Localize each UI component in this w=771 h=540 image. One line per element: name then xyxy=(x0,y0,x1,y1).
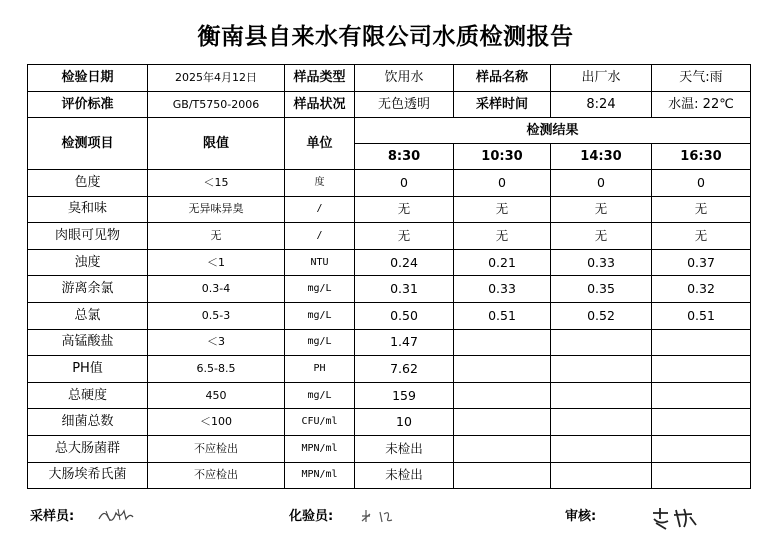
header-time-2: 10:30 xyxy=(454,144,551,170)
table-row xyxy=(28,382,751,409)
header-item: 检测项目 xyxy=(28,118,148,170)
report-title: 衡南县自来水有限公司水质检测报告 xyxy=(197,24,574,50)
table-row xyxy=(28,356,751,383)
result-cell xyxy=(454,462,551,489)
table-row xyxy=(28,276,751,303)
name-label: 样品名称 xyxy=(454,65,551,92)
item-cell: 高锰酸盐 xyxy=(28,329,148,356)
unit-cell: MPN/ml xyxy=(285,435,355,462)
header-time-1: 8:30 xyxy=(355,144,454,170)
result-cell: 0.50 xyxy=(355,302,454,329)
result-cell xyxy=(454,409,551,436)
table-row xyxy=(28,302,751,329)
unit-cell: 度 xyxy=(285,170,355,197)
result-cell: 无 xyxy=(355,196,454,223)
result-cell xyxy=(551,435,652,462)
unit-cell: mg/L xyxy=(285,382,355,409)
result-cell: 0.35 xyxy=(551,276,652,303)
result-cell: 无 xyxy=(652,223,751,250)
limit-cell: ＜15 xyxy=(148,170,285,197)
info-row-1 xyxy=(28,65,751,92)
sampler-signature xyxy=(96,505,136,525)
item-cell: PH值 xyxy=(28,356,148,383)
date-label: 检验日期 xyxy=(28,65,148,92)
item-cell: 臭和味 xyxy=(28,196,148,223)
time-label: 采样时间 xyxy=(454,92,551,118)
result-cell xyxy=(454,382,551,409)
result-cell: 0.24 xyxy=(355,249,454,276)
result-cell xyxy=(551,462,652,489)
unit-cell: mg/L xyxy=(285,276,355,303)
unit-cell: / xyxy=(285,223,355,250)
table-row xyxy=(28,170,751,197)
limit-cell: 6.5-8.5 xyxy=(148,356,285,383)
result-cell xyxy=(454,435,551,462)
header-limit: 限值 xyxy=(148,118,285,170)
result-cell: 无 xyxy=(551,196,652,223)
result-cell xyxy=(652,409,751,436)
limit-cell: 不应检出 xyxy=(148,462,285,489)
result-cell xyxy=(652,435,751,462)
weather-value: 天气:雨 xyxy=(652,65,751,92)
result-cell xyxy=(551,356,652,383)
result-cell xyxy=(551,382,652,409)
result-cell xyxy=(652,382,751,409)
unit-cell: NTU xyxy=(285,249,355,276)
info-row-2 xyxy=(28,92,751,118)
item-cell: 细菌总数 xyxy=(28,409,148,436)
table-row xyxy=(28,409,751,436)
name-value: 出厂水 xyxy=(551,65,652,92)
result-cell: 0 xyxy=(454,170,551,197)
table-row xyxy=(28,462,751,489)
item-cell: 大肠埃希氏菌 xyxy=(28,462,148,489)
header-time-3: 14:30 xyxy=(551,144,652,170)
reviewer-label: 审核: xyxy=(565,509,597,524)
header-time-4: 16:30 xyxy=(652,144,751,170)
limit-cell: 不应检出 xyxy=(148,435,285,462)
result-cell: 未检出 xyxy=(355,462,454,489)
state-label: 样品状况 xyxy=(285,92,355,118)
result-cell: 0.52 xyxy=(551,302,652,329)
result-cell: 1.47 xyxy=(355,329,454,356)
result-cell: 无 xyxy=(652,196,751,223)
result-cell: 无 xyxy=(355,223,454,250)
result-cell: 0.21 xyxy=(454,249,551,276)
result-cell xyxy=(551,409,652,436)
time-value: 8:24 xyxy=(551,92,652,118)
limit-cell: 450 xyxy=(148,382,285,409)
result-cell xyxy=(652,356,751,383)
unit-cell: mg/L xyxy=(285,329,355,356)
item-cell: 总大肠菌群 xyxy=(28,435,148,462)
result-cell: 0.51 xyxy=(454,302,551,329)
table-row xyxy=(28,329,751,356)
item-cell: 游离余氯 xyxy=(28,276,148,303)
report-table xyxy=(27,64,751,489)
result-cell: 0.51 xyxy=(652,302,751,329)
item-cell: 色度 xyxy=(28,170,148,197)
result-cell: 无 xyxy=(454,196,551,223)
limit-cell: ＜1 xyxy=(148,249,285,276)
result-cell: 0.32 xyxy=(652,276,751,303)
result-cell xyxy=(454,356,551,383)
header-unit: 单位 xyxy=(285,118,355,170)
item-cell: 肉眼可见物 xyxy=(28,223,148,250)
unit-cell: / xyxy=(285,196,355,223)
state-value: 无色透明 xyxy=(355,92,454,118)
table-row xyxy=(28,223,751,250)
result-cell: 0 xyxy=(551,170,652,197)
result-cell xyxy=(652,329,751,356)
sampler-label: 采样员: xyxy=(30,509,75,524)
result-cell xyxy=(454,329,551,356)
result-cell: 0.31 xyxy=(355,276,454,303)
result-cell: 0.33 xyxy=(551,249,652,276)
unit-cell: MPN/ml xyxy=(285,462,355,489)
result-cell: 无 xyxy=(454,223,551,250)
limit-cell: 0.5-3 xyxy=(148,302,285,329)
result-cell xyxy=(652,462,751,489)
result-cell: 0.37 xyxy=(652,249,751,276)
result-cell: 0 xyxy=(355,170,454,197)
limit-cell: 无 xyxy=(148,223,285,250)
date-value: 2025年4月12日 xyxy=(148,65,285,92)
result-cell xyxy=(551,329,652,356)
table-row xyxy=(28,196,751,223)
water-temp-value: 水温: 22℃ xyxy=(652,92,751,118)
result-cell: 无 xyxy=(551,223,652,250)
result-cell: 0.33 xyxy=(454,276,551,303)
item-cell: 浊度 xyxy=(28,249,148,276)
standard-label: 评价标准 xyxy=(28,92,148,118)
limit-cell: 无异味异臭 xyxy=(148,196,285,223)
limit-cell: ＜3 xyxy=(148,329,285,356)
standard-value: GB/T5750-2006 xyxy=(148,92,285,118)
table-row xyxy=(28,249,751,276)
reviewer-signature xyxy=(650,505,705,531)
result-cell: 0 xyxy=(652,170,751,197)
tester-label: 化验员: xyxy=(289,509,334,524)
tester-signature xyxy=(358,506,408,526)
limit-cell: ＜100 xyxy=(148,409,285,436)
unit-cell: mg/L xyxy=(285,302,355,329)
item-cell: 总硬度 xyxy=(28,382,148,409)
item-cell: 总氯 xyxy=(28,302,148,329)
unit-cell: CFU/ml xyxy=(285,409,355,436)
result-cell: 159 xyxy=(355,382,454,409)
type-value: 饮用水 xyxy=(355,65,454,92)
limit-cell: 0.3-4 xyxy=(148,276,285,303)
table-row xyxy=(28,435,751,462)
result-cell: 未检出 xyxy=(355,435,454,462)
header-results: 检测结果 xyxy=(355,118,751,144)
result-cell: 10 xyxy=(355,409,454,436)
result-cell: 7.62 xyxy=(355,356,454,383)
unit-cell: PH xyxy=(285,356,355,383)
type-label: 样品类型 xyxy=(285,65,355,92)
header-row-1 xyxy=(28,118,751,144)
